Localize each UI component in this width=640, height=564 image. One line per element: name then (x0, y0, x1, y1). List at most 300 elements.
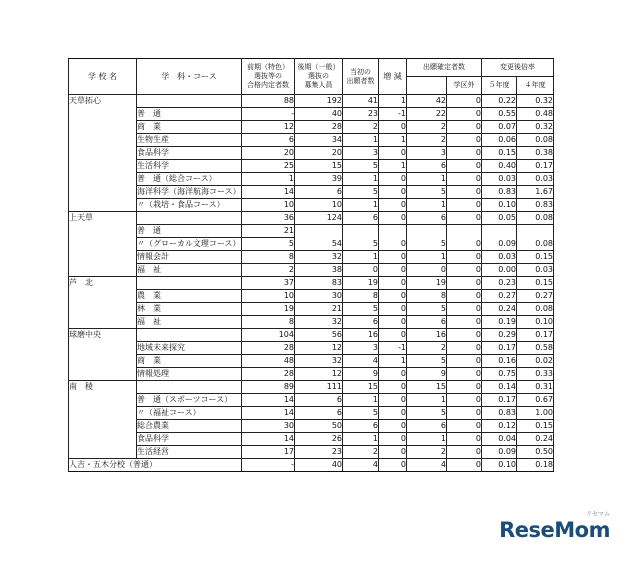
course-value: 1 (379, 355, 407, 368)
header-y5: ５年度 (482, 77, 517, 95)
total-value: 15 (343, 381, 379, 394)
course-value: 0 (447, 420, 482, 433)
course-value: 0.67 (517, 394, 554, 407)
course-value: 6 (343, 420, 379, 433)
course-value: 5 (407, 186, 447, 199)
course-value: 0 (447, 433, 482, 446)
header-outside: 学区外 (447, 77, 482, 95)
school-total-row (69, 329, 554, 342)
course-value: 2 (407, 342, 447, 355)
course-value: 0.83 (482, 186, 517, 199)
school-name-blank (69, 121, 137, 134)
course-value: 1 (343, 394, 379, 407)
course-row (69, 290, 554, 303)
course-value: 0.09 (482, 446, 517, 459)
course-value: 0.06 (482, 134, 517, 147)
course-value: 0.03 (482, 173, 517, 186)
course-value (295, 225, 343, 238)
total-value: 0 (379, 329, 407, 342)
total-value: 42 (407, 95, 447, 108)
course-value: 6 (242, 134, 295, 147)
course-value: 28 (242, 368, 295, 381)
course-value: 9 (343, 368, 379, 381)
course-value: 0 (447, 134, 482, 147)
course-value: 0.58 (517, 342, 554, 355)
course-row (69, 147, 554, 160)
header-course: 学 科・コース (137, 59, 242, 95)
course-value: 0.40 (482, 160, 517, 173)
course-value: 2 (343, 446, 379, 459)
total-value: 111 (295, 381, 343, 394)
course-row (69, 316, 554, 329)
course-value: 0.08 (517, 134, 554, 147)
course-value: 0.55 (482, 108, 517, 121)
course-name: 普 通 (137, 108, 242, 121)
course-value: 0 (447, 147, 482, 160)
course-value: 1 (379, 134, 407, 147)
total-value: 0.17 (517, 329, 554, 342)
course-value: 4 (343, 355, 379, 368)
school-name-blank (69, 251, 137, 264)
course-value: 6 (295, 186, 343, 199)
course-value: 0.09 (482, 238, 517, 251)
course-value: 5 (407, 303, 447, 316)
course-value: 0 (447, 121, 482, 134)
school-name: 天草拓心 (69, 95, 137, 108)
course-value: 0 (447, 251, 482, 264)
header-ratio: 変更後倍率 (482, 59, 554, 77)
course-value: 0 (379, 446, 407, 459)
total-value: 37 (242, 277, 295, 290)
course-value: 15 (295, 160, 343, 173)
course-value: 0 (379, 199, 407, 212)
school-name: 芦 北 (69, 277, 137, 290)
course-value: 2 (242, 264, 295, 277)
course-value: 1.67 (517, 186, 554, 199)
course-value (379, 225, 407, 238)
total-value: 16 (407, 329, 447, 342)
course-value: 0.75 (482, 368, 517, 381)
course-value: 32 (295, 251, 343, 264)
school-name: 球磨中央 (69, 329, 137, 342)
course-value (407, 225, 447, 238)
course-row (69, 186, 554, 199)
course-row (69, 446, 554, 459)
course-value: 0.08 (517, 303, 554, 316)
course-value: 1 (379, 160, 407, 173)
course-row (69, 355, 554, 368)
course-value: 0.19 (482, 316, 517, 329)
course-value: 0 (447, 316, 482, 329)
header-school: 学 校 名 (69, 59, 137, 95)
course-value: 1 (242, 173, 295, 186)
course-value: 6 (343, 316, 379, 329)
course-value: 0.27 (517, 290, 554, 303)
course-value: - (242, 108, 295, 121)
course-value: 3 (343, 147, 379, 160)
course-value: 5 (242, 238, 295, 251)
school-name-blank (69, 225, 137, 238)
course-value: 54 (295, 238, 343, 251)
course-value: 12 (295, 342, 343, 355)
course-value: 10 (242, 290, 295, 303)
school-name: 南 稜 (69, 381, 137, 394)
course-value: 14 (242, 433, 295, 446)
course-value: 2 (407, 446, 447, 459)
branch-value: 0 (379, 459, 407, 472)
course-value: 6 (407, 160, 447, 173)
course-value: 32 (295, 355, 343, 368)
course-name: 生活経営 (137, 446, 242, 459)
course-value: 0 (379, 290, 407, 303)
course-value: 0 (447, 108, 482, 121)
course-value: 28 (295, 121, 343, 134)
course-value: 0 (379, 264, 407, 277)
total-value: 19 (407, 277, 447, 290)
course-name: 商 業 (137, 121, 242, 134)
course-row (69, 433, 554, 446)
course-value: 0.24 (482, 303, 517, 316)
course-value: 0.03 (482, 251, 517, 264)
course-row (69, 407, 554, 420)
course-name: 海洋科学（海洋航海コース） (137, 186, 242, 199)
course-value: 0.04 (482, 433, 517, 446)
total-value: 0 (447, 381, 482, 394)
course-name: 普 通（スポーツコース） (137, 394, 242, 407)
course-row (69, 199, 554, 212)
course-value: 0 (447, 407, 482, 420)
course-value: 0 (379, 173, 407, 186)
course-row (69, 420, 554, 433)
course-value: 0 (447, 446, 482, 459)
course-value: 3 (343, 342, 379, 355)
course-value: 14 (242, 186, 295, 199)
course-value: 0.48 (517, 108, 554, 121)
branch-value: 4 (343, 459, 379, 472)
course-value: 0 (447, 394, 482, 407)
course-value: 1 (407, 394, 447, 407)
school-name-blank (69, 173, 137, 186)
course-value: 1 (407, 173, 447, 186)
course-value: 0.10 (517, 316, 554, 329)
total-value: 36 (242, 212, 295, 225)
course-value: 1 (343, 199, 379, 212)
course-value: 25 (242, 160, 295, 173)
course-value: 0.15 (482, 147, 517, 160)
total-value: 83 (295, 277, 343, 290)
course-value (482, 225, 517, 238)
course-value: -1 (379, 108, 407, 121)
course-value: 2 (343, 121, 379, 134)
course-name: 〃（福祉コース） (137, 407, 242, 420)
course-value: 0 (447, 199, 482, 212)
school-name-blank (69, 108, 137, 121)
school-total-row (69, 212, 554, 225)
course-value: 19 (242, 303, 295, 316)
course-value: 8 (242, 251, 295, 264)
course-value: 21 (242, 225, 295, 238)
total-value: 104 (242, 329, 295, 342)
school-name-blank (69, 433, 137, 446)
course-name: 情報処理 (137, 368, 242, 381)
course-value: 0 (447, 303, 482, 316)
course-value: 8 (407, 290, 447, 303)
total-value: 0.05 (482, 212, 517, 225)
school-name-blank (69, 186, 137, 199)
course-value: 23 (343, 108, 379, 121)
course-value: 28 (242, 342, 295, 355)
course-value: 12 (242, 121, 295, 134)
school-name-blank (69, 290, 137, 303)
total-value: 0 (379, 277, 407, 290)
branch-value: 0.18 (517, 459, 554, 472)
course-value: 0 (379, 407, 407, 420)
header-y4: ４年度 (517, 77, 554, 95)
course-value: 22 (407, 108, 447, 121)
course-value: 1 (343, 251, 379, 264)
course-value: 0.17 (482, 342, 517, 355)
course-name: 普 通（総合コース） (137, 173, 242, 186)
school-name-blank (69, 394, 137, 407)
course-value: 30 (242, 420, 295, 433)
course-name: 農 業 (137, 290, 242, 303)
school-name-blank (69, 407, 137, 420)
total-value: 19 (343, 277, 379, 290)
header-confirmed: 出願確定者数 (407, 59, 482, 77)
course-value: 32 (295, 316, 343, 329)
course-value: 0.00 (482, 264, 517, 277)
course-value (517, 225, 554, 238)
total-value: 89 (242, 381, 295, 394)
course-value: 34 (295, 134, 343, 147)
branch-row (69, 459, 554, 472)
course-row (69, 238, 554, 251)
course-value: 1 (407, 433, 447, 446)
total-value: 0 (447, 277, 482, 290)
course-value: 0.07 (482, 121, 517, 134)
course-value: 2 (407, 134, 447, 147)
school-name-blank (69, 316, 137, 329)
course-value (343, 225, 379, 238)
course-value: 6 (407, 420, 447, 433)
course-value: 0 (379, 316, 407, 329)
course-row (69, 225, 554, 238)
course-row (69, 160, 554, 173)
course-value: 0 (447, 238, 482, 251)
course-value: 39 (295, 173, 343, 186)
course-value: 0.03 (517, 264, 554, 277)
total-value: 0 (379, 212, 407, 225)
course-name: 生物生産 (137, 134, 242, 147)
course-row (69, 134, 554, 147)
school-name-blank (69, 420, 137, 433)
course-name: 情報会計 (137, 251, 242, 264)
course-value: 0 (379, 186, 407, 199)
school-name-blank (69, 238, 137, 251)
course-value: 5 (343, 407, 379, 420)
course-value: 0.27 (482, 290, 517, 303)
total-value: 0.29 (482, 329, 517, 342)
total-value: 0.15 (517, 277, 554, 290)
total-value: 41 (343, 95, 379, 108)
course-name: 福 祉 (137, 264, 242, 277)
course-value: 40 (295, 108, 343, 121)
course-value: 23 (295, 446, 343, 459)
course-value: 12 (295, 368, 343, 381)
course-value: 0 (447, 355, 482, 368)
course-value: 0 (379, 433, 407, 446)
course-row (69, 303, 554, 316)
header-initial: 当初の 出願者数 (343, 59, 379, 95)
school-name-blank (69, 303, 137, 316)
course-value: -1 (379, 342, 407, 355)
course-value: 0 (447, 186, 482, 199)
course-value: 0.08 (517, 238, 554, 251)
course-value: 0.15 (517, 251, 554, 264)
total-value: 0.14 (482, 381, 517, 394)
course-name: 〃（グローカル文理コース） (137, 238, 242, 251)
course-value: 48 (242, 355, 295, 368)
course-name (137, 277, 242, 290)
course-value: 0.24 (517, 433, 554, 446)
course-value: 50 (295, 420, 343, 433)
course-value: 0 (379, 121, 407, 134)
course-value: 0.17 (517, 160, 554, 173)
total-value: 0.22 (482, 95, 517, 108)
course-value: 14 (242, 407, 295, 420)
course-value: 6 (295, 407, 343, 420)
course-value: 8 (343, 290, 379, 303)
total-value: 0 (447, 329, 482, 342)
course-value: 0.17 (482, 394, 517, 407)
total-value: 0.31 (517, 381, 554, 394)
course-value: 3 (407, 147, 447, 160)
header-early: 前期（特色） 選抜等の 合格内定者数 (242, 59, 295, 95)
school-name-blank (69, 199, 137, 212)
branch-value: 0.10 (482, 459, 517, 472)
course-value: 0.12 (482, 420, 517, 433)
course-value: 5 (343, 186, 379, 199)
total-value: 15 (407, 381, 447, 394)
course-name: 商 業 (137, 355, 242, 368)
course-row (69, 108, 554, 121)
course-name (137, 381, 242, 394)
course-value: 30 (295, 290, 343, 303)
branch-name: 人吉・五木分校（普通） (69, 459, 242, 472)
course-name: 〃（栽培・食品コース） (137, 199, 242, 212)
course-value: 0 (379, 238, 407, 251)
total-value: 56 (295, 329, 343, 342)
course-value: 1.00 (517, 407, 554, 420)
course-name: 食品科学 (137, 433, 242, 446)
course-value: 0 (379, 368, 407, 381)
course-name: 林 業 (137, 303, 242, 316)
course-value: 0 (447, 342, 482, 355)
course-name: 生活科学 (137, 160, 242, 173)
course-value: 1 (343, 433, 379, 446)
school-name-blank (69, 368, 137, 381)
course-value: 5 (343, 303, 379, 316)
course-value: 6 (407, 316, 447, 329)
course-row (69, 394, 554, 407)
course-value: 10 (295, 199, 343, 212)
course-name: 食品科学 (137, 147, 242, 160)
course-value: 0.02 (517, 355, 554, 368)
course-value: 5 (407, 355, 447, 368)
course-name (137, 95, 242, 108)
total-value: 88 (242, 95, 295, 108)
admissions-table (68, 58, 554, 472)
course-name (137, 329, 242, 342)
course-name: 福 祉 (137, 316, 242, 329)
course-value: 0.10 (482, 199, 517, 212)
school-name: 上天草 (69, 212, 137, 225)
total-value: 0 (447, 212, 482, 225)
course-value: 0 (447, 290, 482, 303)
table-body (69, 95, 554, 472)
course-row (69, 368, 554, 381)
school-total-row (69, 277, 554, 290)
total-value: 1 (379, 95, 407, 108)
course-value: 1 (343, 173, 379, 186)
total-value: 0 (379, 381, 407, 394)
school-name-blank (69, 342, 137, 355)
school-name-blank (69, 355, 137, 368)
total-value: 124 (295, 212, 343, 225)
course-row (69, 264, 554, 277)
course-value: 0 (447, 160, 482, 173)
course-value: 10 (242, 199, 295, 212)
course-value: 0 (379, 420, 407, 433)
course-value: 1 (407, 251, 447, 264)
course-value (447, 225, 482, 238)
course-value: 0.83 (517, 199, 554, 212)
course-value: 8 (242, 316, 295, 329)
course-value: 0 (343, 264, 379, 277)
course-name: 地域未来探究 (137, 342, 242, 355)
course-name: 総合農業 (137, 420, 242, 433)
total-value: 6 (407, 212, 447, 225)
school-name-blank (69, 446, 137, 459)
course-value: 5 (343, 160, 379, 173)
course-value: 38 (295, 264, 343, 277)
header-late: 後期（一般） 選抜の 募集人員 (295, 59, 343, 95)
course-row (69, 251, 554, 264)
course-name (137, 212, 242, 225)
course-value: 0 (407, 264, 447, 277)
course-value: 0 (447, 264, 482, 277)
header-change: 増 減 (379, 59, 407, 95)
course-value: 0 (379, 394, 407, 407)
course-value: 5 (407, 407, 447, 420)
branch-value: - (242, 459, 295, 472)
total-value: 0.32 (517, 95, 554, 108)
school-name-blank (69, 160, 137, 173)
course-value: 20 (295, 147, 343, 160)
branch-value: 0 (447, 459, 482, 472)
course-value: 0.03 (517, 173, 554, 186)
course-value: 2 (407, 121, 447, 134)
course-value: 5 (343, 238, 379, 251)
total-value: 0 (447, 95, 482, 108)
school-name-blank (69, 147, 137, 160)
course-value: 20 (242, 147, 295, 160)
course-value: 17 (242, 446, 295, 459)
course-value: 0.16 (482, 355, 517, 368)
course-value: 6 (295, 394, 343, 407)
course-value: 0 (379, 303, 407, 316)
course-value: 0.38 (517, 147, 554, 160)
